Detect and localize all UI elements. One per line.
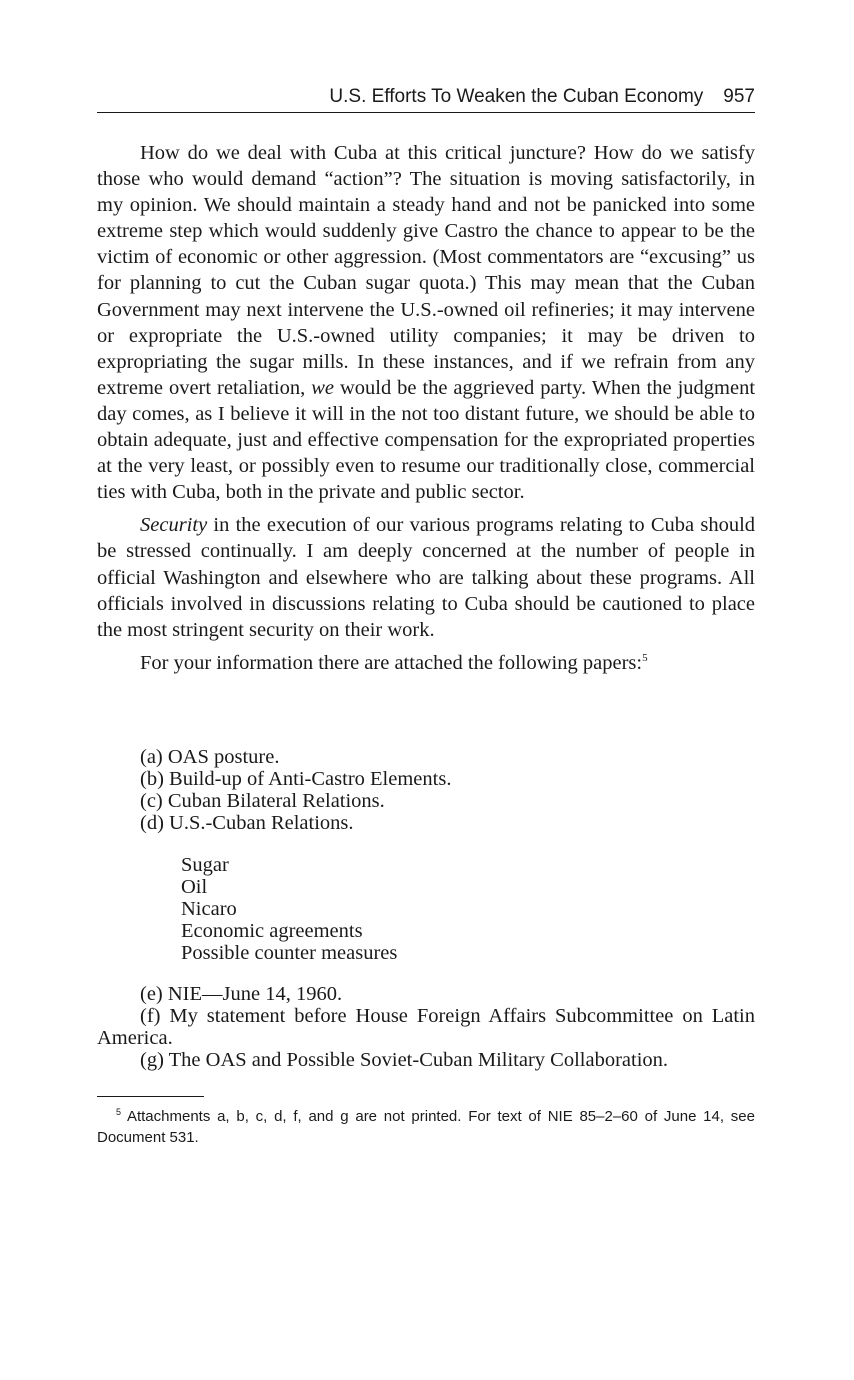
running-title: U.S. Efforts To Weaken the Cuban Economy	[329, 86, 704, 107]
body-text	[97, 140, 755, 676]
paragraph-1	[97, 140, 755, 505]
paragraph-3	[97, 650, 755, 676]
paragraph-1-emphasis: we	[311, 376, 334, 399]
attachment-b: (b) Build-up of Anti-Castro Elements.	[140, 768, 452, 790]
attachment-g: (g) The OAS and Possible Soviet-Cuban Military Collaboration.	[140, 1049, 669, 1071]
paragraph-2-text: in the execution of our various programs relating to Cuba should be stressed continually. I am deeply concerned at the number of people in official Washington and elsewhere who are talking about these programs. All officials involved in discussions relating to Cuba should be cautioned to place the most stringent security on their work.	[97, 514, 756, 641]
subitem-sugar: Sugar	[181, 854, 229, 876]
page-number: 957	[723, 86, 755, 107]
footnote-text: Attachments a, b, c, d, f, and g are not printed. For text of NIE 85–2–60 of June 14, see Document 531.	[97, 1108, 755, 1146]
footnote-marker: 5	[116, 1107, 122, 1117]
paragraph-1-end: would be the aggrieved party. When the judgment day comes, as I believe it will in the not too distant future, we should be able to obtain adequate, just and effective compensation for the expropriated properties at the very least, or possibly even to resume our traditionally close, commercial ties with Cuba, both in the private and public sector.	[97, 376, 756, 504]
attachment-d-subitems	[97, 854, 755, 964]
paragraph-3-text: For your information there are attached the following papers:	[140, 651, 643, 674]
attachment-f: (f) My statement before House Foreign Affairs Subcommittee on Latin America.	[97, 1005, 755, 1049]
paragraph-2	[97, 512, 755, 642]
attachments-list-primary	[97, 746, 755, 834]
footnote-reference: 5	[642, 651, 648, 664]
subitem-counter-measures: Possible counter measures	[181, 942, 398, 964]
attachment-c: (c) Cuban Bilateral Relations.	[140, 790, 385, 812]
subitem-economic-agreements: Economic agreements	[181, 920, 363, 942]
attachments-list-secondary	[97, 983, 755, 1071]
attachment-a: (a) OAS posture.	[140, 746, 280, 768]
attachment-d: (d) U.S.-Cuban Relations.	[140, 812, 354, 834]
footnote-rule	[97, 1096, 204, 1097]
footnote	[97, 1106, 755, 1148]
running-header	[97, 86, 755, 113]
paragraph-1-text: How do we deal with Cuba at this critical juncture? How do we satisfy those who would demand “action”? The situation is moving satisfactorily, in my opinion. We should maintain a steady hand and not be panicked into some extreme step which would suddenly give Castro the chance to appear to be the victim of economic or other aggression. (Most commentators are “excusing” us for planning to cut the Cuban sugar quota.) This may mean that the Cuban Government may next intervene the U.S.-owned oil refineries; it may intervene or expropriate the U.S.-owned utility companies; it may be driven to expropriating the sugar mills. In these instances, and if we refrain from any extreme overt retaliation,	[97, 142, 755, 399]
subitem-oil: Oil	[181, 876, 208, 898]
subitem-nicaro: Nicaro	[181, 898, 237, 920]
attachment-e: (e) NIE—June 14, 1960.	[140, 983, 343, 1005]
paragraph-2-emphasis: Security	[140, 514, 208, 537]
